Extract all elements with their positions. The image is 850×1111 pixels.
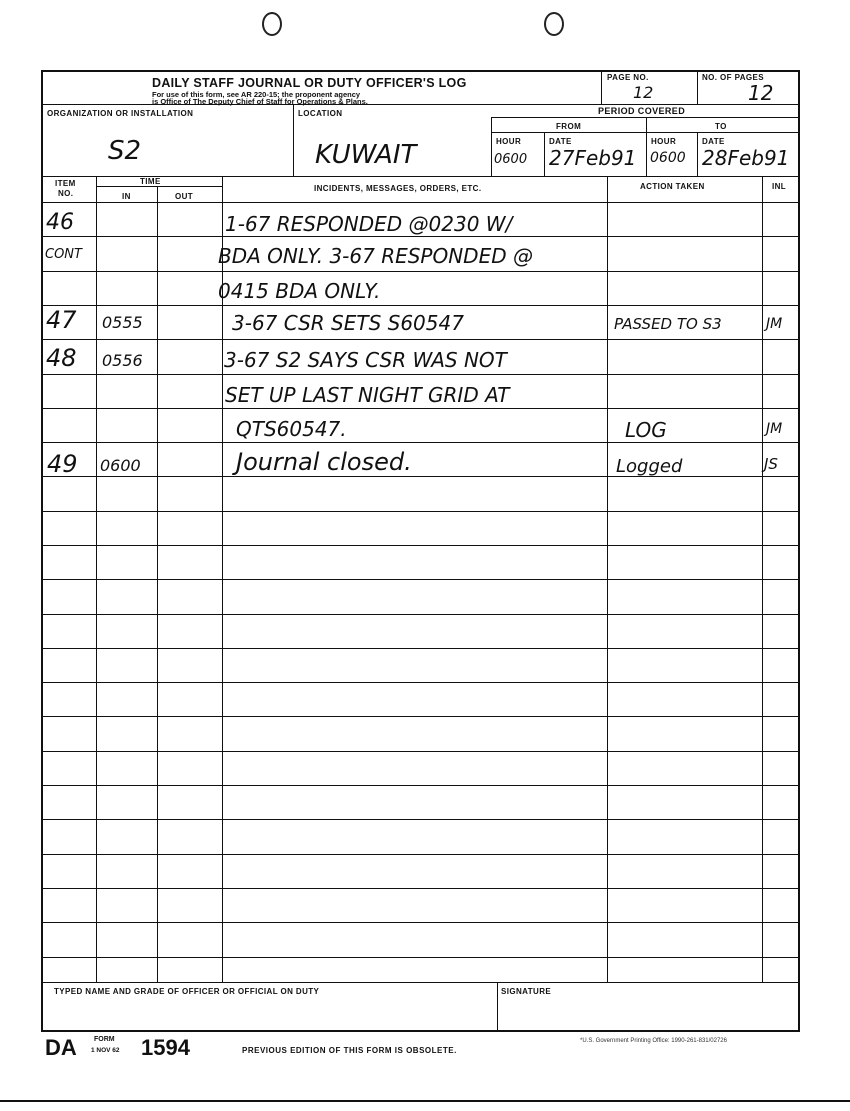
signature-label: SIGNATURE — [501, 987, 552, 996]
row-rule — [41, 888, 800, 889]
row-rule — [41, 339, 800, 340]
num-pages-value: 12 — [748, 81, 774, 105]
page-no-label: PAGE NO. — [607, 73, 649, 82]
item-no: CONT — [45, 247, 82, 262]
item-no: 49 — [47, 450, 78, 478]
row-rule — [41, 716, 800, 717]
from-date-label: DATE — [549, 137, 572, 146]
row-rule — [41, 785, 800, 786]
incident-text: Journal closed. — [236, 448, 412, 476]
from-hour-value: 0600 — [494, 152, 528, 167]
item-no: 48 — [46, 344, 77, 372]
num-pages-label: NO. OF PAGES — [702, 73, 764, 82]
col-item-no: NO. — [58, 189, 74, 198]
incident-text: 1-67 RESPONDED @0230 W/ — [225, 212, 513, 236]
incident-text: 0415 BDA ONLY. — [218, 279, 381, 303]
from-hour-label: HOUR — [496, 137, 522, 146]
col-action: ACTION TAKEN — [640, 182, 705, 191]
form-subtitle-1: For use of this form, see AR 220-15; the proponent agency — [152, 90, 361, 99]
form-title: DAILY STAFF JOURNAL OR DUTY OFFICER'S LOG — [152, 76, 467, 90]
incident-text: QTS60547. — [236, 417, 347, 441]
item-no: 47 — [46, 306, 77, 334]
row-rule — [41, 511, 800, 512]
row-rule — [41, 819, 800, 820]
row-rule — [41, 614, 800, 615]
col-time: TIME — [140, 177, 161, 186]
from-date-value: 27Feb91 — [549, 146, 637, 170]
form-subtitle-2: is Office of The Deputy Chief of Staff for Operations & Plans. — [152, 97, 368, 106]
form-date: 1 NOV 62 — [91, 1047, 120, 1054]
to-hour-label: HOUR — [651, 137, 677, 146]
location-value: KUWAIT — [315, 140, 417, 170]
initials: JM — [766, 316, 783, 332]
previous-edition-note: PREVIOUS EDITION OF THIS FORM IS OBSOLETE. — [242, 1046, 457, 1055]
org-label: ORGANIZATION OR INSTALLATION — [47, 109, 194, 118]
period-label: PERIOD COVERED — [598, 106, 686, 116]
row-rule — [41, 751, 800, 752]
col-item: ITEM — [55, 179, 76, 188]
incident-text: BDA ONLY. 3-67 RESPONDED @ — [218, 244, 533, 268]
row-rule — [41, 271, 800, 272]
row-rule — [41, 374, 800, 375]
to-date-value: 28Feb91 — [702, 146, 790, 170]
location-label: LOCATION — [298, 109, 343, 118]
incident-text: SET UP LAST NIGHT GRID AT — [225, 383, 510, 407]
page-no-value: 12 — [633, 83, 654, 102]
row-rule — [41, 545, 800, 546]
incident-text: 3-67 CSR SETS S60547 — [232, 311, 464, 335]
row-rule — [41, 305, 800, 306]
time-in: 0555 — [102, 313, 143, 332]
col-in: IN — [122, 192, 131, 201]
to-label: TO — [715, 122, 727, 131]
to-date-label: DATE — [702, 137, 725, 146]
item-no: 46 — [46, 210, 74, 235]
gpo-imprint: *U.S. Government Printing Office: 1990-261-831/02726 — [580, 1038, 727, 1044]
incident-text: 3-67 S2 SAYS CSR WAS NOT — [224, 348, 507, 372]
row-rule — [41, 957, 800, 958]
form-da: DA — [45, 1035, 77, 1060]
col-incidents: INCIDENTS, MESSAGES, ORDERS, ETC. — [314, 184, 482, 193]
time-in: 0556 — [102, 351, 143, 370]
initials: JM — [766, 421, 783, 437]
action-taken: Logged — [616, 456, 683, 477]
row-rule — [41, 236, 800, 237]
row-rule — [41, 442, 800, 443]
col-initials: INL — [772, 182, 787, 191]
row-rule — [41, 922, 800, 923]
row-rule — [41, 854, 800, 855]
punch-hole-left — [262, 12, 282, 36]
form-number: 1594 — [141, 1035, 190, 1060]
org-value: S2 — [108, 136, 142, 166]
row-rule — [41, 408, 800, 409]
time-in: 0600 — [100, 456, 141, 475]
form-word: FORM — [94, 1036, 115, 1043]
from-label: FROM — [556, 122, 582, 131]
action-taken: PASSED TO S3 — [614, 315, 722, 333]
row-rule — [41, 476, 800, 477]
action-taken: LOG — [625, 418, 667, 442]
row-rule — [41, 682, 800, 683]
row-rule — [41, 579, 800, 580]
row-rule — [41, 648, 800, 649]
officer-label: TYPED NAME AND GRADE OF OFFICER OR OFFICIAL ON DUTY — [54, 987, 320, 996]
to-hour-value: 0600 — [650, 150, 686, 166]
punch-hole-right — [544, 12, 564, 36]
col-out: OUT — [175, 192, 194, 201]
initials: JS — [764, 455, 778, 473]
